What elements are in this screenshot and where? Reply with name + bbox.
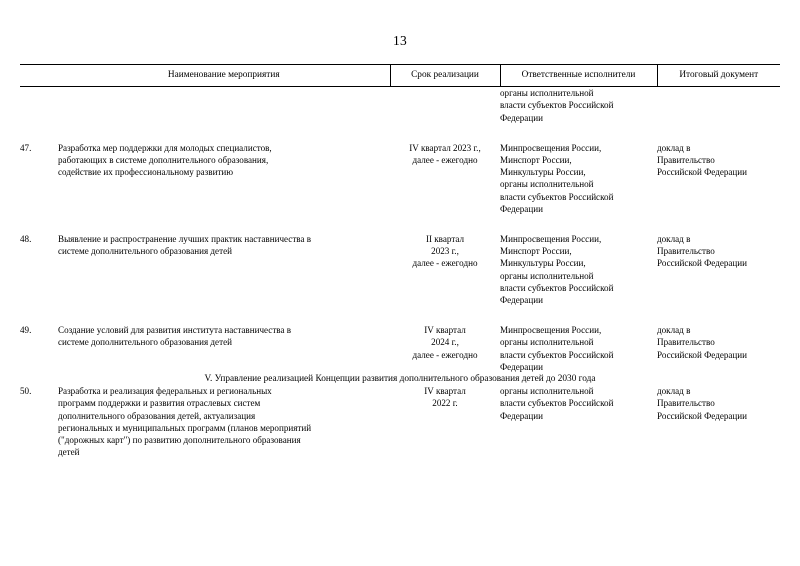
text-line: 2023 г.,	[431, 246, 459, 257]
table-header-row	[20, 65, 780, 87]
row-spacer-cell	[20, 215, 780, 233]
text-line: дополнительного образования детей, актуализация	[58, 410, 256, 421]
text-line: органы исполнительной	[500, 337, 594, 348]
text-line: IV квартал	[424, 325, 466, 336]
text-line: доклад в	[657, 386, 691, 397]
text-line: работающих в системе дополнительного образования,	[58, 155, 269, 166]
table-body	[20, 87, 780, 459]
text-line: Минкультуры России,	[500, 167, 586, 178]
row-final-document	[657, 142, 780, 215]
text-line: Правительство	[657, 246, 715, 257]
row-executors	[500, 233, 657, 306]
text-line: Российской Федерации	[657, 167, 748, 178]
text-line: Российской Федерации	[657, 410, 748, 421]
row-final-document	[657, 385, 780, 458]
row-executors	[500, 142, 657, 215]
page-number: 13	[393, 33, 407, 48]
row-spacer-cell	[20, 124, 780, 142]
text-line: доклад в	[657, 142, 691, 153]
table-row	[20, 385, 780, 458]
table-header	[20, 65, 780, 87]
text-line: органы исполнительной	[500, 88, 594, 99]
text-line: Минпросвещения России,	[500, 234, 602, 245]
continuation-name	[58, 87, 390, 124]
row-executors	[500, 385, 657, 458]
column-header-final-document: Итоговый документ	[657, 65, 780, 87]
text-line: власти субъектов Российской	[500, 282, 614, 293]
continuation-final-document	[657, 87, 780, 124]
text-line: Разработка мер поддержки для молодых специалистов,	[58, 142, 272, 153]
text-line: власти субъектов Российской	[500, 191, 614, 202]
row-final-document	[657, 233, 780, 306]
text-line: Российской Федерации	[657, 349, 748, 360]
text-line: органы исполнительной	[500, 270, 594, 281]
row-term	[390, 324, 500, 373]
row-activity-name	[58, 142, 390, 215]
text-line: доклад в	[657, 325, 691, 336]
text-line: Федерации	[500, 295, 543, 306]
text-line: IV квартал	[424, 386, 466, 397]
text-line: Минпросвещения России,	[500, 325, 602, 336]
text-line: Минспорт России,	[500, 155, 572, 166]
text-line: Минспорт России,	[500, 246, 572, 257]
table-row	[20, 324, 780, 373]
text-line: Правительство	[657, 398, 715, 409]
row-term	[390, 233, 500, 306]
text-line: Минкультуры России,	[500, 258, 586, 269]
text-line: Разработка и реализация федеральных и региональных	[58, 386, 272, 397]
text-line: далее - ежегодно	[412, 258, 478, 269]
row-number: 49.	[20, 325, 32, 336]
text-line: ("дорожных карт") по развитию дополнительного образования	[58, 435, 301, 446]
text-line: Российской Федерации	[657, 258, 748, 269]
text-line: Федерации	[500, 361, 543, 372]
text-line: власти субъектов Российской	[500, 100, 614, 111]
text-line: Создание условий для развития института наставничества в	[58, 325, 292, 336]
text-line: 2024 г.,	[431, 337, 459, 348]
text-line: региональных и муниципальных программ (планов мероприятий	[58, 422, 312, 433]
text-line: детей	[58, 447, 80, 458]
section-heading: V. Управление реализацией Концепции развития дополнительного образования детей до 2030 года	[204, 374, 596, 385]
row-activity-name	[58, 324, 390, 373]
text-line: системе дополнительного образования детей	[58, 246, 232, 257]
continuation-number	[20, 87, 58, 124]
row-activity-name	[58, 233, 390, 306]
column-header-term: Срок реализации	[390, 65, 500, 87]
row-executors	[500, 324, 657, 373]
row-number: 47.	[20, 142, 32, 153]
row-spacer-cell	[20, 306, 780, 324]
text-line: содействие их профессиональному развитию	[58, 167, 234, 178]
text-line: IV квартал 2023 г.,	[409, 142, 481, 153]
row-term	[390, 142, 500, 215]
row-spacer	[20, 306, 780, 324]
text-line: Федерации	[500, 410, 543, 421]
column-header-executors: Ответственные исполнители	[500, 65, 657, 87]
text-line: Правительство	[657, 155, 715, 166]
text-line: II квартал	[425, 234, 465, 245]
text-line: органы исполнительной	[500, 179, 594, 190]
continuation-executors	[500, 87, 657, 124]
text-line: Выявление и распространение лучших практик наставничества в	[58, 234, 312, 245]
row-spacer	[20, 215, 780, 233]
text-line: далее - ежегодно	[412, 155, 478, 166]
section-heading-row	[20, 373, 780, 385]
activities-table	[20, 64, 780, 458]
column-header-name: Наименование мероприятия	[58, 65, 390, 87]
text-line: органы исполнительной	[500, 386, 594, 397]
row-term	[390, 385, 500, 458]
text-line: доклад в	[657, 234, 691, 245]
text-line: Федерации	[500, 112, 543, 123]
text-line: Минпросвещения России,	[500, 142, 602, 153]
continuation-term	[390, 87, 500, 124]
row-final-document	[657, 324, 780, 373]
text-line: программ поддержки и развития отраслевых систем	[58, 398, 261, 409]
text-line: Правительство	[657, 337, 715, 348]
text-line: далее - ежегодно	[412, 349, 478, 360]
row-number: 48.	[20, 234, 32, 245]
text-line: власти субъектов Российской	[500, 349, 614, 360]
column-header-number	[20, 65, 58, 87]
row-number: 50.	[20, 386, 32, 397]
text-line: системе дополнительного образования детей	[58, 337, 232, 348]
table-row-continuation	[20, 87, 780, 124]
table-row	[20, 142, 780, 215]
table-row	[20, 233, 780, 306]
row-activity-name	[58, 385, 390, 458]
text-line: 2022 г.	[432, 398, 458, 409]
text-line: власти субъектов Российской	[500, 398, 614, 409]
text-line: Федерации	[500, 203, 543, 214]
row-spacer	[20, 124, 780, 142]
